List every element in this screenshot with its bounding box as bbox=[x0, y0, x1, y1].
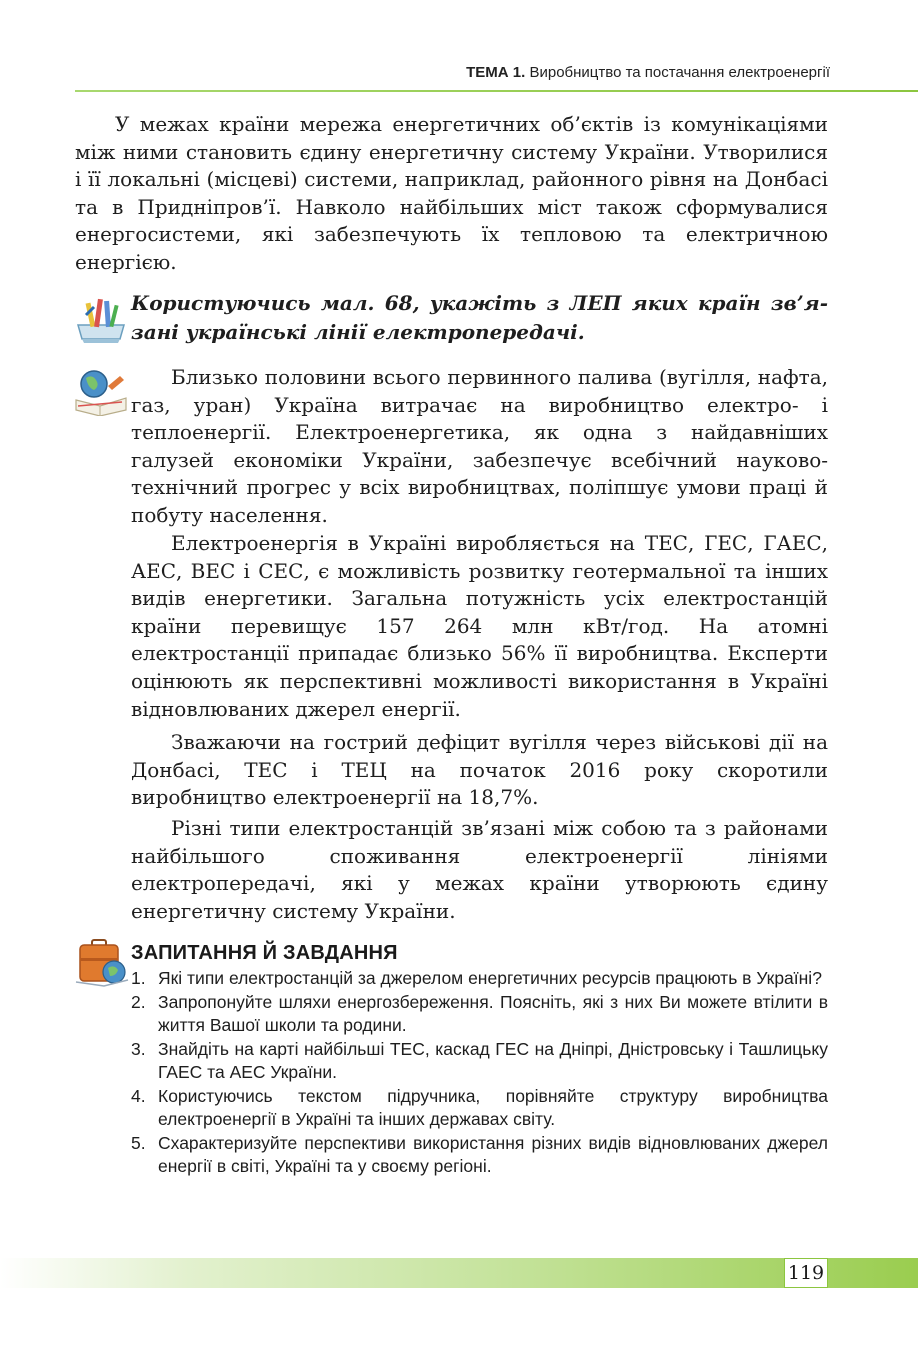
question-number: 5. bbox=[131, 1132, 146, 1153]
topic-title: Виробництво та постачання електроенергії bbox=[529, 64, 830, 81]
paragraph-deficit: Зважаючи на гострий дефіцит вугілля через військові дії на Донбасі, ТЕС і ТЕЦ на початок 2016 року скоротили виробництво електроенергії на 18,7%. bbox=[131, 730, 828, 810]
topic-label: ТЕМА 1. bbox=[466, 64, 526, 81]
question-text: Користуючись текстом підручника, порівняйте структуру виробництва електроенергії в Україні та інших державах світу. bbox=[158, 1085, 828, 1129]
question-text: Які типи електростанцій за джерелом енергетичних ресурсів працюють в Україні? bbox=[158, 968, 822, 988]
question-number: 4. bbox=[131, 1085, 146, 1106]
paragraph-fuel: Близько половини всього первинного палива (вугілля, нафта, газ, уран) Україна витрачає на виробництво електро- і теплоенергії. Електроенергетика, як одна з найдавніших галузей економіки України, забезпечує всебічний науково-технічний прогрес у всіх виробництвах, поліпшує умови праці й побуту населення. bbox=[131, 365, 828, 527]
question-item bbox=[131, 967, 828, 991]
question-item bbox=[131, 1085, 828, 1132]
question-item bbox=[131, 1038, 828, 1085]
page-number: 119 bbox=[784, 1258, 828, 1288]
footer-bar bbox=[0, 1258, 918, 1288]
question-item bbox=[131, 991, 828, 1038]
question-item bbox=[131, 1132, 828, 1179]
briefcase-globe-icon bbox=[74, 936, 130, 992]
question-number: 2. bbox=[131, 991, 146, 1012]
paragraph-production: Електроенергія в Україні виробляється на ТЕС, ГЕС, ГАЕС, АЕС, ВЕС і СЕС, є можливість розвитку геотермальної та інших видів енергетики. Загальна потужність усіх електростанцій країни перевищує 157 264 млн кВт/год. На атомні електростанції припадає близько 56% її виробництва. Експерти оцінюють як перспективні можливості використання в Україні відновлюваних джерел енергії. bbox=[131, 531, 828, 721]
questions-title: ЗАПИТАННЯ Й ЗАВДАННЯ bbox=[131, 942, 398, 964]
globe-book-icon bbox=[72, 366, 130, 420]
question-text: Знайдіть на карті найбільші ТЕС, каскад ГЕС на Дніпрі, Дністровську і Ташлицьку ГАЕС та АЕС України. bbox=[158, 1038, 828, 1082]
task-prompt: Користуючись мал. 68, укажіть з ЛЕП яких країн зв’язані українські лінії електропередачі. bbox=[131, 291, 828, 344]
questions-list bbox=[131, 967, 828, 1179]
pencils-tray-icon bbox=[74, 295, 128, 349]
question-text: Запропонуйте шляхи енергозбереження. Поясніть, які з них Ви можете втілити в життя Вашої школи та родини. bbox=[158, 991, 828, 1035]
question-number: 1. bbox=[131, 968, 146, 988]
question-text: Схарактеризуйте перспективи використання різних видів відновлюваних джерел енергії в світі, Україні та у своєму регіоні. bbox=[158, 1132, 828, 1176]
question-number: 3. bbox=[131, 1038, 146, 1059]
header-divider bbox=[75, 90, 918, 92]
intro-paragraph: У межах країни мережа енергетичних об’єктів із комунікаціями між ними становить єдину енергетичну систему України. Утворилися і її локальні (місцеві) системи, наприклад, районного рівня на Донбасі та в Придніпров’ї. Навколо найбільших міст також сформувалися енергосистеми, які забезпечують їх тепловою та електричною енергією. bbox=[75, 112, 828, 274]
running-header bbox=[466, 64, 830, 81]
paragraph-grid: Різні типи електростанцій зв’язані між собою та з районами найбільшого споживання електроенергії лініями електропередачі, які у межах країни утворюють єдину енергетичну систему України. bbox=[131, 816, 828, 923]
